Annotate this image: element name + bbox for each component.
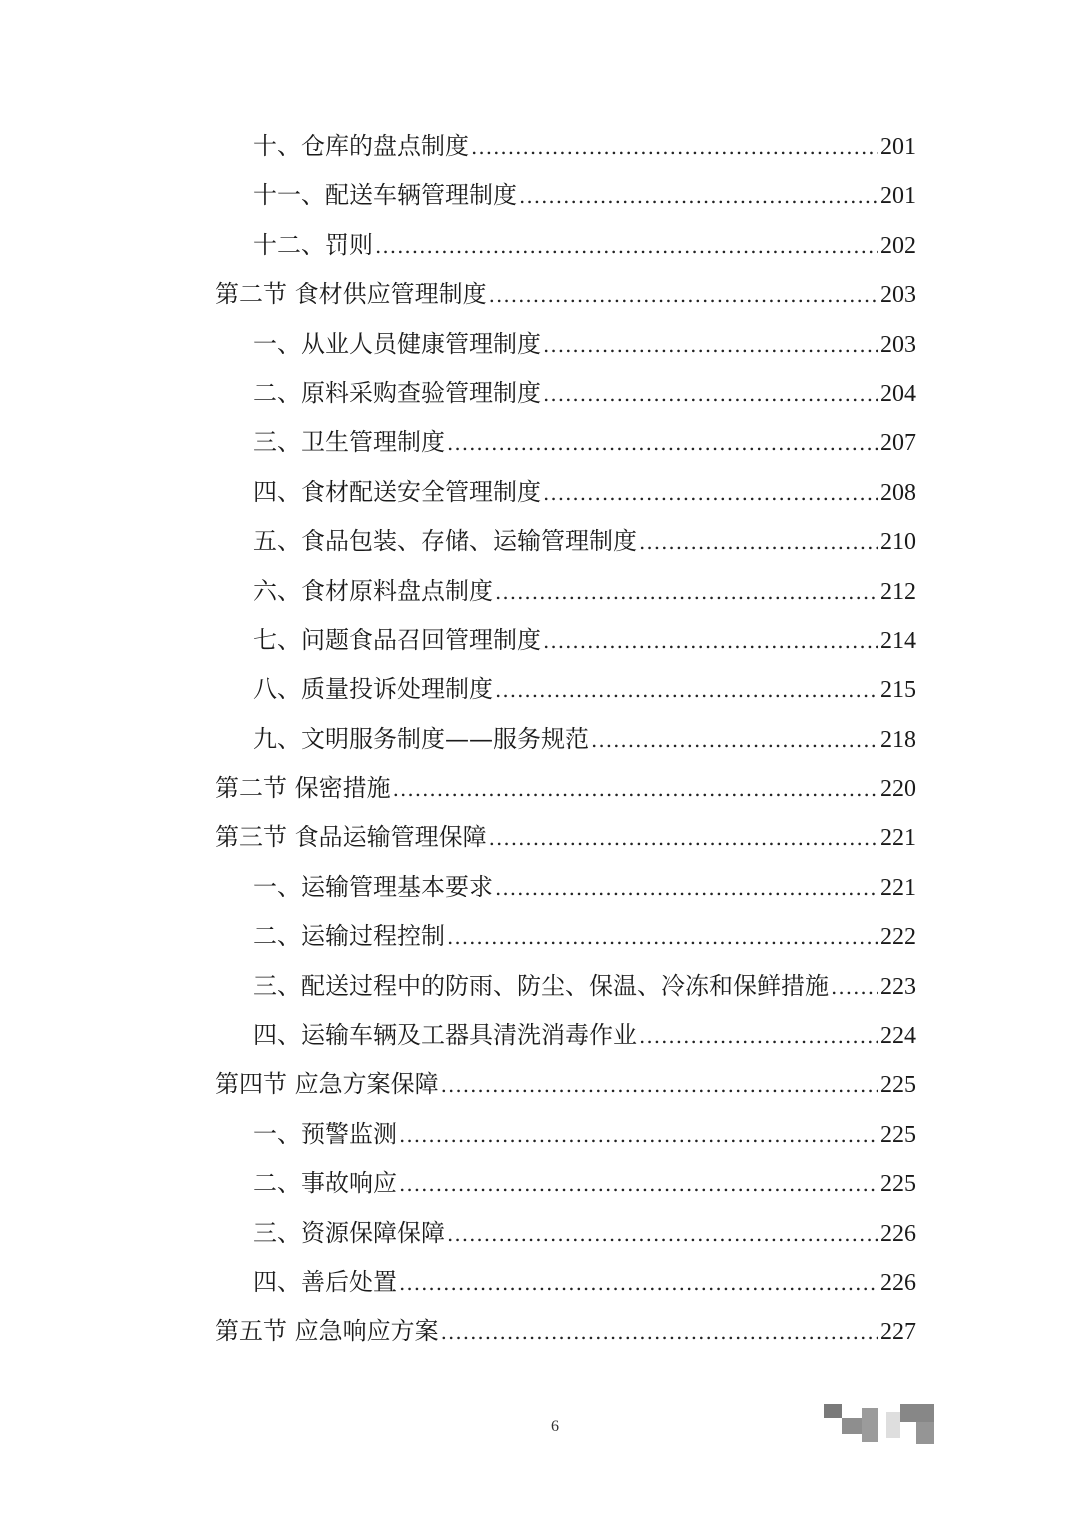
toc-entry[interactable] <box>215 468 916 517</box>
toc-entry-title: 一、从业人员健康管理制度 <box>253 329 541 358</box>
toc-entry-title: 第二节 保密措施 <box>215 774 391 803</box>
toc-entry-page: 218 <box>880 726 916 753</box>
toc-entry-title: 八、质量投诉处理制度 <box>253 675 493 704</box>
toc-entry[interactable] <box>215 320 916 369</box>
toc-entry-title: 第二节 食材供应管理制度 <box>215 280 487 309</box>
watermark-logo <box>824 1404 936 1444</box>
toc-entry[interactable] <box>215 171 916 220</box>
toc-entry-title: 二、事故响应 <box>253 1169 397 1198</box>
dot-leader <box>543 370 878 419</box>
dot-leader <box>543 617 878 666</box>
watermark-block <box>900 1404 934 1422</box>
toc-entry[interactable] <box>215 418 916 467</box>
toc-entry-page: 208 <box>880 479 916 506</box>
toc-entry[interactable] <box>215 1060 916 1109</box>
toc-entry[interactable] <box>215 1307 916 1356</box>
toc-entry-page: 221 <box>880 825 916 852</box>
toc-entry[interactable] <box>215 616 916 665</box>
toc-entry-title: 七、问题食品召回管理制度 <box>253 625 541 654</box>
toc-entry-page: 227 <box>880 1319 916 1346</box>
dot-leader <box>441 1308 878 1357</box>
toc-entry[interactable] <box>215 764 916 813</box>
table-of-contents <box>215 122 916 1357</box>
dot-leader <box>447 1210 878 1259</box>
toc-entry-title: 四、善后处置 <box>253 1267 397 1296</box>
toc-entry-title: 三、配送过程中的防雨、防尘、保温、冷冻和保鲜措施 <box>253 971 829 1000</box>
toc-entry[interactable] <box>215 517 916 566</box>
dot-leader <box>447 419 878 468</box>
toc-entry[interactable] <box>215 715 916 764</box>
toc-entry-page: 224 <box>880 1023 916 1050</box>
toc-entry-page: 222 <box>880 924 916 951</box>
toc-entry-title: 三、卫生管理制度 <box>253 428 445 457</box>
dot-leader <box>543 469 878 518</box>
toc-entry-title: 二、原料采购查验管理制度 <box>253 378 541 407</box>
toc-entry[interactable] <box>215 369 916 418</box>
toc-entry[interactable] <box>215 122 916 171</box>
dot-leader <box>489 814 878 863</box>
dot-leader <box>375 222 878 271</box>
toc-entry-page: 225 <box>880 1072 916 1099</box>
toc-entry-page: 201 <box>880 134 916 160</box>
toc-entry-page: 204 <box>880 380 916 407</box>
toc-entry-title: 一、运输管理基本要求 <box>253 872 493 901</box>
toc-entry-title: 第三节 食品运输管理保障 <box>215 823 487 852</box>
toc-entry[interactable] <box>215 1110 916 1159</box>
toc-entry-page: 202 <box>880 232 916 259</box>
toc-entry-page: 201 <box>880 183 916 210</box>
toc-entry-title: 四、食材配送安全管理制度 <box>253 477 541 506</box>
watermark-block <box>824 1404 842 1418</box>
dot-leader <box>399 1160 878 1209</box>
toc-entry-page: 221 <box>880 874 916 901</box>
dot-leader <box>495 666 878 715</box>
toc-entry-page: 220 <box>880 776 916 803</box>
dot-leader <box>495 568 878 617</box>
dot-leader <box>495 864 878 913</box>
toc-entry-page: 212 <box>880 578 916 605</box>
toc-entry-title: 十二、罚则 <box>253 230 373 259</box>
watermark-block <box>886 1412 900 1438</box>
toc-entry-page: 225 <box>880 1171 916 1198</box>
toc-entry-page: 210 <box>880 529 916 556</box>
dot-leader <box>399 1111 878 1160</box>
dot-leader <box>441 1061 878 1110</box>
toc-entry[interactable] <box>215 813 916 862</box>
dot-leader <box>393 765 878 814</box>
toc-entry-title: 第四节 应急方案保障 <box>215 1070 439 1099</box>
dot-leader <box>519 172 878 221</box>
toc-entry-title: 六、食材原料盘点制度 <box>253 576 493 605</box>
toc-entry-page: 203 <box>880 282 916 309</box>
toc-entry[interactable] <box>215 1011 916 1060</box>
toc-entry-page: 223 <box>880 973 916 1000</box>
dot-leader <box>447 913 878 962</box>
watermark-block <box>862 1408 878 1442</box>
toc-entry-title: 一、预警监测 <box>253 1119 397 1148</box>
dot-leader <box>471 123 878 172</box>
dot-leader <box>399 1259 878 1308</box>
toc-entry[interactable] <box>215 1209 916 1258</box>
dot-leader <box>639 518 878 567</box>
toc-entry-title: 九、文明服务制度——服务规范 <box>253 724 589 753</box>
dot-leader <box>831 963 878 1012</box>
watermark-block <box>916 1422 934 1444</box>
toc-entry-page: 225 <box>880 1121 916 1148</box>
toc-entry-page: 207 <box>880 430 916 457</box>
toc-entry-title: 四、运输车辆及工器具清洗消毒作业 <box>253 1021 637 1050</box>
toc-entry-page: 203 <box>880 331 916 358</box>
toc-entry[interactable] <box>215 567 916 616</box>
toc-entry-page: 226 <box>880 1220 916 1247</box>
dot-leader <box>639 1012 878 1061</box>
toc-entry[interactable] <box>215 221 916 270</box>
dot-leader <box>543 321 878 370</box>
toc-entry[interactable] <box>215 1159 916 1208</box>
toc-entry-title: 二、运输过程控制 <box>253 922 445 951</box>
toc-entry-title: 三、资源保障保障 <box>253 1218 445 1247</box>
toc-entry[interactable] <box>215 962 916 1011</box>
toc-entry[interactable] <box>215 1258 916 1307</box>
toc-entry-title: 第五节 应急响应方案 <box>215 1317 439 1346</box>
toc-entry-title: 十、仓库的盘点制度 <box>253 132 469 160</box>
watermark-block <box>842 1418 862 1434</box>
toc-entry[interactable] <box>215 270 916 319</box>
toc-entry-title: 十一、配送车辆管理制度 <box>253 181 517 210</box>
dot-leader <box>591 716 878 765</box>
toc-entry-page: 215 <box>880 677 916 704</box>
page-number: 6 <box>551 1418 559 1435</box>
toc-entry-title: 五、食品包装、存储、运输管理制度 <box>253 527 637 556</box>
toc-entry[interactable] <box>215 665 916 714</box>
toc-entry[interactable] <box>215 912 916 961</box>
toc-entry-page: 214 <box>880 627 916 654</box>
toc-entry-page: 226 <box>880 1269 916 1296</box>
dot-leader <box>489 271 878 320</box>
toc-entry[interactable] <box>215 863 916 912</box>
